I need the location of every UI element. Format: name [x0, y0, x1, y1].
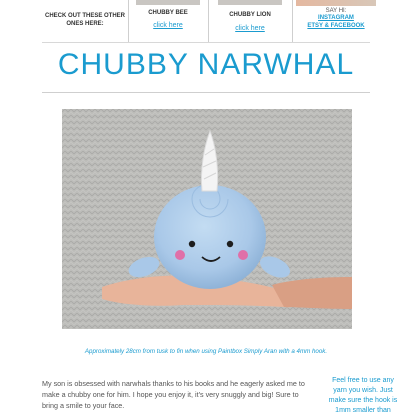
instagram-link[interactable]: INSTAGRAM	[318, 15, 354, 21]
promo-chubby-lion[interactable]	[212, 0, 288, 32]
left-eye	[189, 241, 195, 247]
promo-link[interactable]: click here	[153, 22, 183, 29]
social-links	[296, 0, 376, 30]
photo-caption: Approximately 28cm from tusk to fin when using Paintbox Simply Aran with a 4mm hook.	[84, 348, 328, 355]
intro-paragraph: My son is obsessed with narwhals thanks to his books and he eagerly asked me to make a chubby one for him. I hope you enjoy it, it's very snuggly and big! Sure to bring a smile to your face.	[42, 379, 305, 410]
promo-title: CHUBBY LION	[229, 12, 271, 18]
divider	[42, 42, 370, 43]
say-hi-label: SAY HI:	[325, 8, 347, 14]
promo-title: CHUBBY BEE	[148, 10, 188, 16]
page-title: CHUBBY NARWHAL	[57, 48, 355, 81]
promo-thumbnail	[218, 0, 282, 5]
top-promo-strip	[0, 0, 412, 38]
divider	[292, 0, 293, 42]
left-cheek	[175, 250, 185, 260]
divider	[128, 0, 129, 42]
promo-link[interactable]: click here	[235, 25, 265, 32]
etsy-facebook-link[interactable]: ETSY & FACEBOOK	[307, 23, 365, 29]
promo-chubby-bee[interactable]	[132, 0, 204, 29]
right-eye	[227, 241, 233, 247]
yarn-sidenote: Feel free to use any yarn you wish. Just make sure the hook is 1mm smaller than	[328, 377, 398, 414]
narwhal-body	[154, 185, 266, 289]
right-cheek	[238, 250, 248, 260]
narwhal-illustration	[62, 109, 352, 329]
social-thumbnail	[296, 0, 376, 6]
promo-thumbnail	[136, 0, 200, 5]
narwhal-photo	[62, 109, 352, 329]
checkout-label: CHECK OUT THESE OTHER ONES HERE:	[44, 13, 125, 27]
divider	[208, 0, 209, 42]
divider	[42, 92, 370, 93]
